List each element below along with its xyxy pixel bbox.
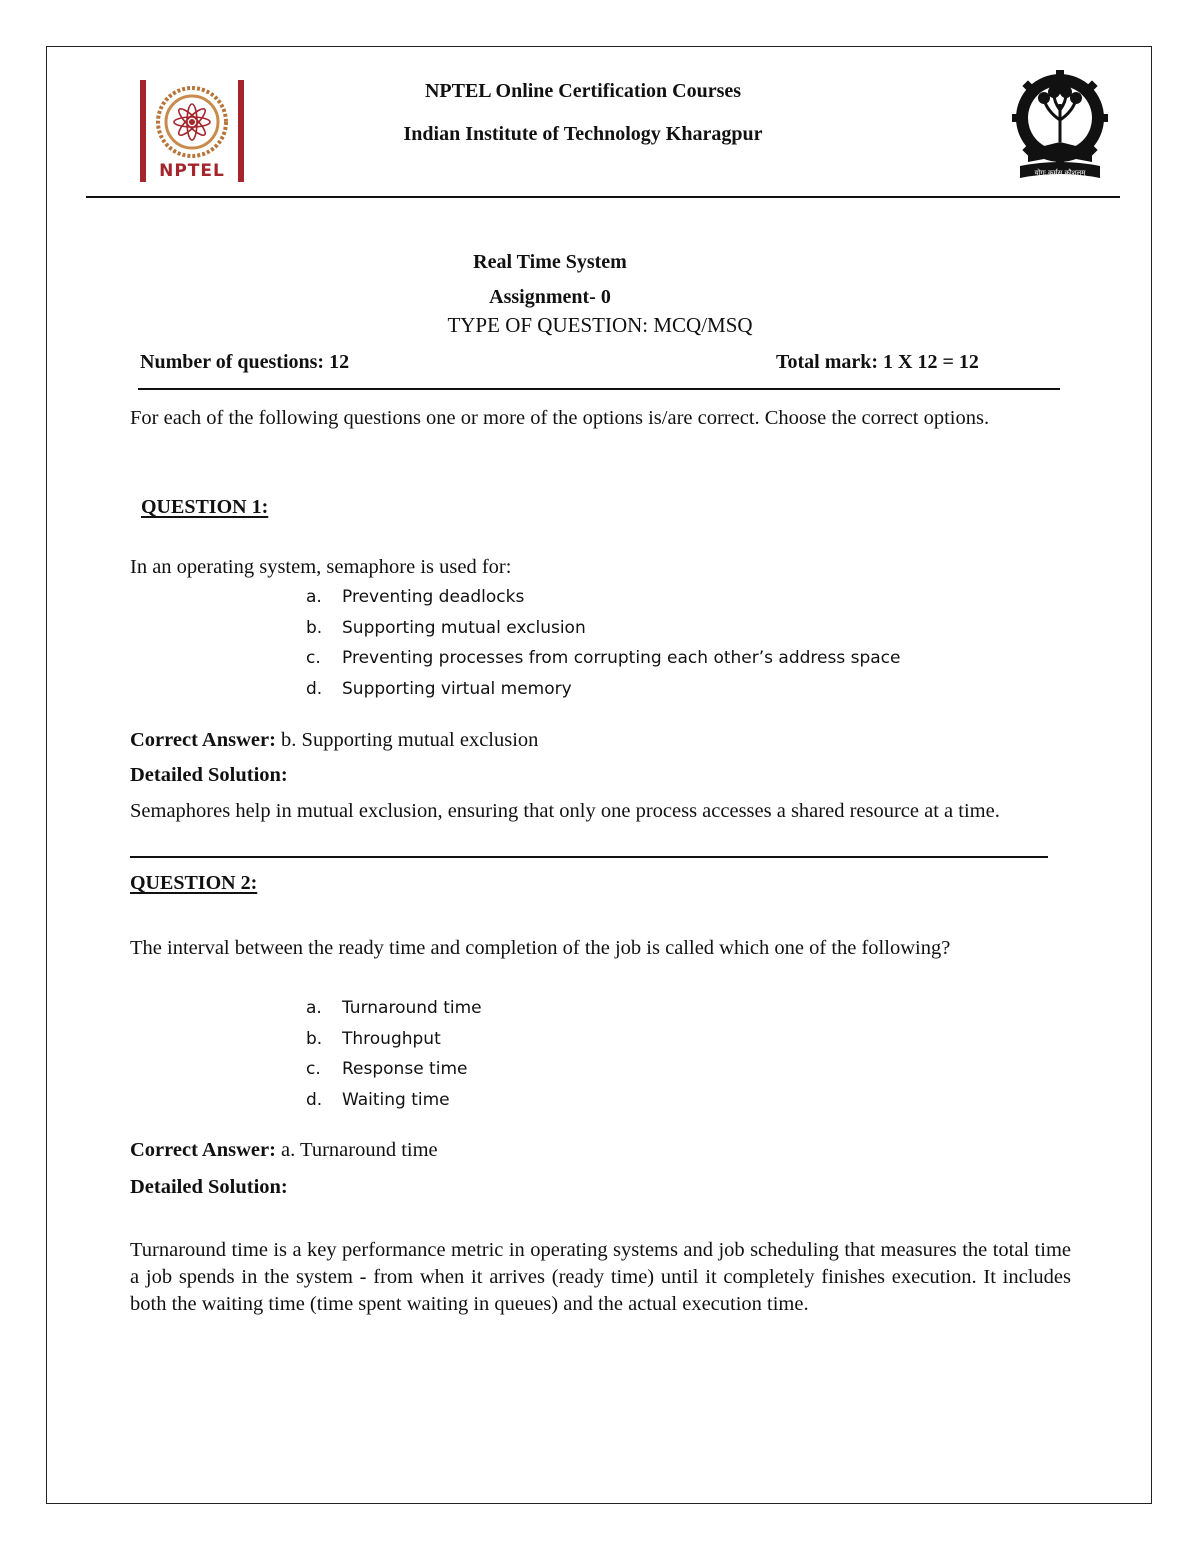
nptel-logo-text: NPTEL [159, 161, 225, 181]
question-divider [130, 856, 1048, 858]
q1-option-c: c. Preventing processes from corrupting each other’s address space [306, 648, 901, 668]
q2-option-c: c. Response time [306, 1059, 468, 1079]
q2-option-a: a. Turnaround time [306, 998, 482, 1018]
instructions: For each of the following questions one or more of the options is/are correct. Choose the correct options. [130, 407, 990, 429]
question-2-text: The interval between the ready time and completion of the job is called which one of the following? [130, 937, 951, 959]
iit-kharagpur-emblem-icon [1010, 70, 1110, 182]
assignment-title: Assignment- 0 [489, 286, 611, 308]
question-1-heading: QUESTION 1: [141, 496, 269, 518]
header-divider [86, 196, 1120, 198]
question-1-answer: Correct Answer: b. Supporting mutual exclusion [130, 729, 539, 751]
header-line-1: NPTEL Online Certification Courses [424, 80, 742, 102]
question-2-solution: Turnaround time is a key performance metric in operating systems and job scheduling that measures the total time a job spends in the system - from when it arrives (ready time) until it completely finishes execution. It includes both the waiting time (time spent waiting in queues) and the actual execution time. [130, 1239, 1071, 1315]
question-2-heading: QUESTION 2: [130, 872, 258, 894]
question-1-text: In an operating system, semaphore is used for: [130, 556, 512, 578]
q1-option-a: a. Preventing deadlocks [306, 587, 525, 607]
q2-option-d: d. Waiting time [306, 1090, 450, 1110]
question-1-solution-label: Detailed Solution: [130, 764, 288, 786]
title-divider [138, 388, 1060, 390]
question-1-solution: Semaphores help in mutual exclusion, ensuring that only one process accesses a shared resource at a time. [130, 800, 1000, 822]
q1-option-d: d. Supporting virtual memory [306, 679, 572, 699]
course-title: Real Time System [473, 251, 627, 273]
number-of-questions: Number of questions: 12 [140, 351, 350, 373]
question-2-solution-label: Detailed Solution: [130, 1176, 288, 1198]
q1-option-b: b. Supporting mutual exclusion [306, 618, 586, 638]
emblem-motto: योगः कर्मसु कौशलम् [1034, 169, 1086, 177]
q2-option-b: b. Throughput [306, 1029, 441, 1049]
question-2-answer: Correct Answer: a. Turnaround time [130, 1139, 438, 1161]
question-type: TYPE OF QUESTION: MCQ/MSQ [447, 313, 753, 337]
total-mark: Total mark: 1 X 12 = 12 [776, 351, 979, 373]
header-line-2: Indian Institute of Technology Kharagpur [403, 123, 763, 145]
